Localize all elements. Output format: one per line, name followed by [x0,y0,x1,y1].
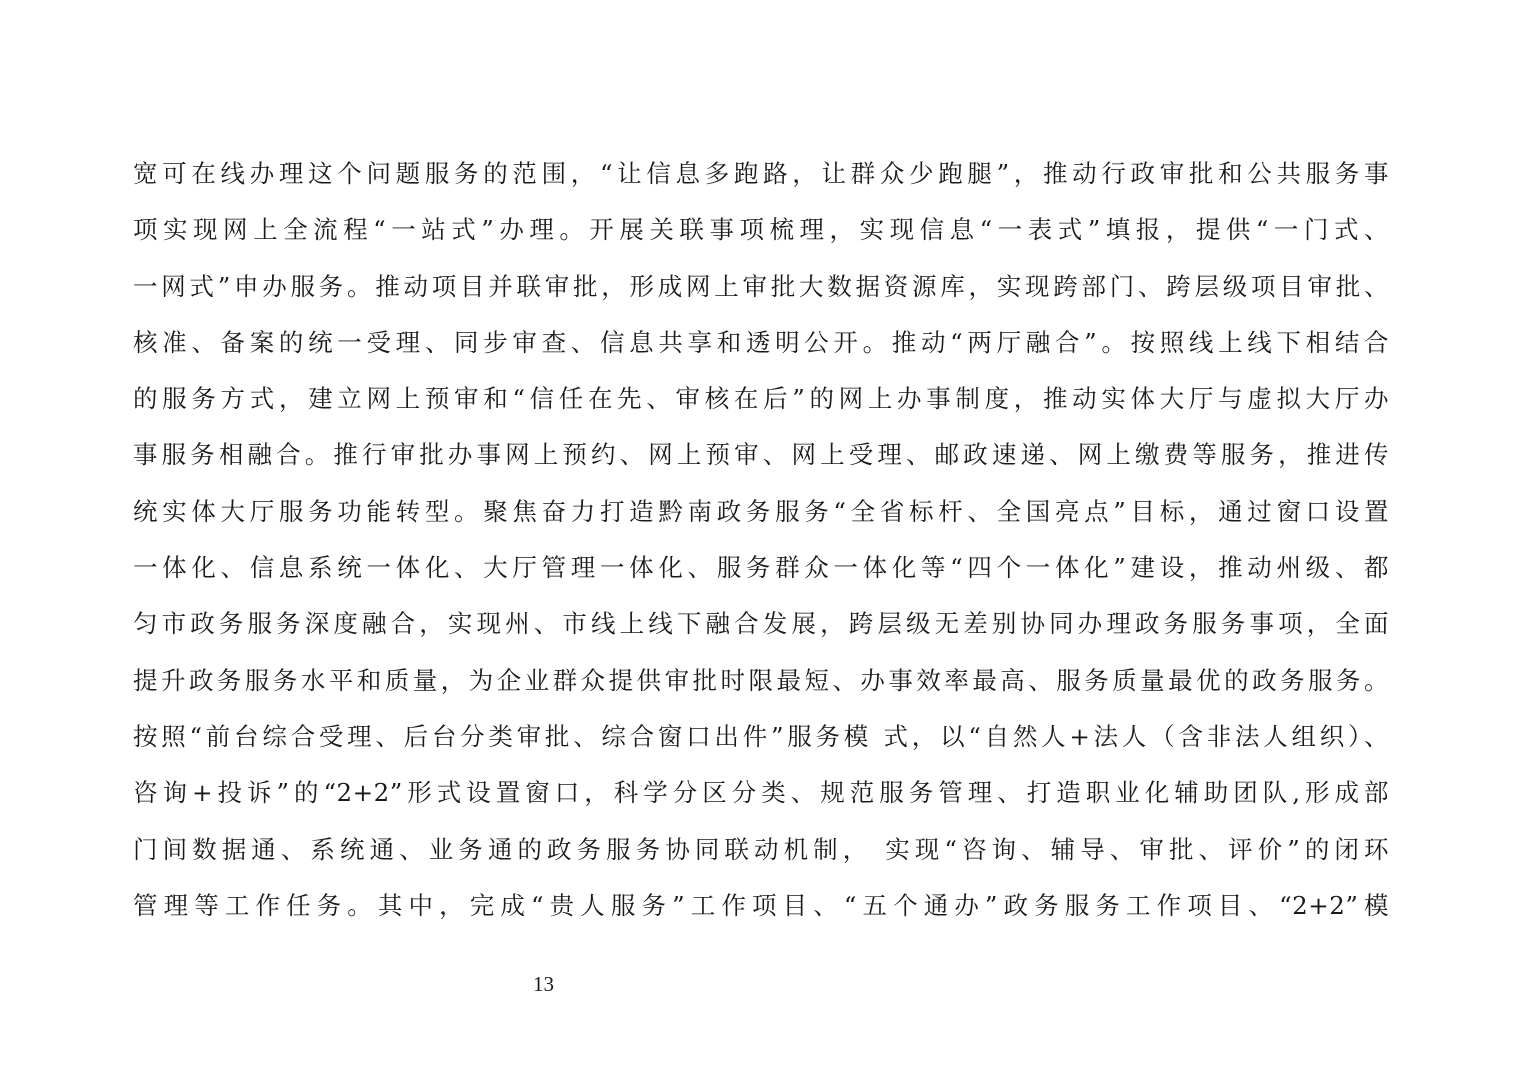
text-line: 咨询+投诉”的“2+2”形式设置窗口，科学分区分类、规范服务管理、打造职业化辅助团队,形成部 [133,778,1389,808]
text-line: 门间数据通、系统通、业务通的政务服务协同联动机制， 实现“咨询、辅导、审批、评价”的闭环 [133,834,1389,864]
text-line: 提升政务服务水平和质量，为企业群众提供审批时限最短、办事效率最高、服务质量最优的政务服务。 [133,665,1389,695]
text-line: 统实体大厅服务功能转型。聚焦奋力打造黔南政务服务“全省标杆、全国亮点”目标，通过窗口设置 [133,496,1389,526]
body-text [133,152,1389,940]
text-line: 项实现网上全流程“一站式”办理。开展关联事项梳理，实现信息“一表式”填报，提供“一门式、 [133,215,1389,245]
page-number: 13 [533,972,554,996]
text-line: 的服务方式，建立网上预审和“信任在先、审核在后”的网上办事制度，推动实体大厅与虚拟大厅办 [133,384,1389,414]
text-line: 核准、备案的统一受理、同步审查、信息共享和透明公开。推动“两厅融合”。按照线上线下相结合 [133,327,1389,357]
text-line: 事服务相融合。推行审批办事网上预约、网上预审、网上受理、邮政速递、网上缴费等服务，推进传 [133,440,1389,470]
text-line: 匀市政务服务深度融合，实现州、市线上线下融合发展，跨层级无差别协同办理政务服务事项，全面 [133,609,1389,639]
text-line: 管理等工作任务。其中，完成“贵人服务”工作项目、“五个通办”政务服务工作项目、“2+2”模 [133,890,1389,920]
text-line: 宽可在线办理这个问题服务的范围，“让信息多跑路，让群众少跑腿”，推动行政审批和公共服务事 [133,159,1389,188]
text-line: 一网式”申办服务。推动项目并联审批，形成网上审批大数据资源库，实现跨部门、跨层级项目审批、 [133,271,1389,301]
text-line: 一体化、信息系统一体化、大厅管理一体化、服务群众一体化等“四个一体化”建设，推动州级、都 [133,553,1389,583]
text-line: 按照“前台综合受理、后台分类审批、综合窗口出件”服务模 式，以“自然人+法人（含非法人组织）、 [133,721,1389,751]
